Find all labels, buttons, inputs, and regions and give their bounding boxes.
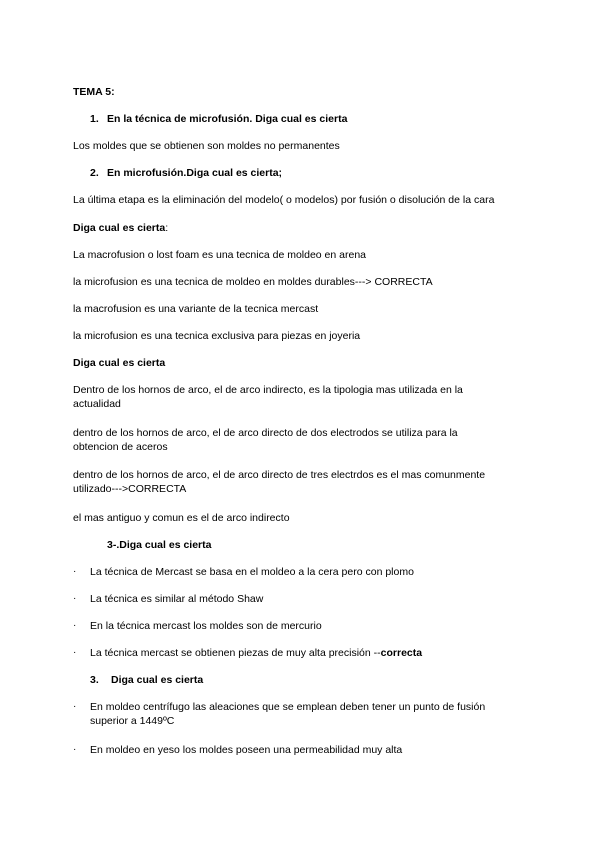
bullet: · xyxy=(73,620,77,631)
question-4-option-4: el mas antiguo y comun es el de arco indirecto xyxy=(73,512,290,524)
bullet: · xyxy=(73,593,77,604)
question-3-heading-suffix: : xyxy=(165,222,169,234)
question-4-option-2: dentro de los hornos de arco, el de arco directo de dos electrodos se utiliza para la obtencion de aceros xyxy=(73,427,458,453)
question-5-option-4-text: La técnica mercast se obtienen piezas de muy alta precisión -- xyxy=(90,647,381,659)
question-2-number: 2. xyxy=(90,167,99,179)
question-4-heading: Diga cual es cierta xyxy=(73,357,166,369)
question-5-heading: 3-.Diga cual es cierta xyxy=(107,539,212,551)
question-5-option-2: La técnica es similar al método Shaw xyxy=(90,593,264,605)
question-3-option-2: la microfusion es una tecnica de moldeo en moldes durables---> CORRECTA xyxy=(73,276,433,288)
question-4-option-1: Dentro de los hornos de arco, el de arco indirecto, es la tipologia mas utilizada en la actualidad xyxy=(73,384,463,410)
question-1-answer: Los moldes que se obtienen son moldes no permanentes xyxy=(73,140,340,152)
question-4-option-3: dentro de los hornos de arco, el de arco directo de tres electrdos es el mas comunmente utilizado--->CORRECTA xyxy=(73,469,486,495)
question-6-option-1: En moldeo centrífugo las aleaciones que se emplean deben tener un punto de fusión superior a 1449ºC xyxy=(90,701,486,727)
question-1 xyxy=(90,112,347,126)
correct-marker: correcta xyxy=(380,647,423,659)
document-title: TEMA 5: xyxy=(73,86,115,98)
question-2-text: En microfusión.Diga cual es cierta; xyxy=(107,167,283,179)
question-5-option-1: La técnica de Mercast se basa en el moldeo a la cera pero con plomo xyxy=(90,566,414,578)
question-1-number: 1. xyxy=(90,113,99,125)
question-3-heading-text: Diga cual es cierta xyxy=(73,222,166,234)
question-6-option-2: En moldeo en yeso los moldes poseen una permeabilidad muy alta xyxy=(90,744,403,756)
question-6-text: Diga cual es cierta xyxy=(111,674,204,686)
question-6 xyxy=(90,673,203,687)
question-5-option-4 xyxy=(90,646,422,660)
bullet: · xyxy=(73,701,77,712)
question-2-answer: La última etapa es la eliminación del modelo( o modelos) por fusión o disolución de la cara xyxy=(73,194,495,206)
question-6-number: 3. xyxy=(90,674,99,686)
bullet: · xyxy=(73,566,77,577)
question-1-text: En la técnica de microfusión. Diga cual es cierta xyxy=(107,113,348,125)
bullet: · xyxy=(73,744,77,755)
question-5-option-3: En la técnica mercast los moldes son de mercurio xyxy=(90,620,322,632)
question-2 xyxy=(90,166,282,180)
question-3-heading xyxy=(73,221,168,235)
question-3-option-1: La macrofusion o lost foam es una tecnica de moldeo en arena xyxy=(73,249,367,261)
question-3-option-4: la microfusion es una tecnica exclusiva para piezas en joyeria xyxy=(73,330,361,342)
question-3-option-3: la macrofusion es una variante de la tecnica mercast xyxy=(73,303,319,315)
bullet: · xyxy=(73,647,77,658)
